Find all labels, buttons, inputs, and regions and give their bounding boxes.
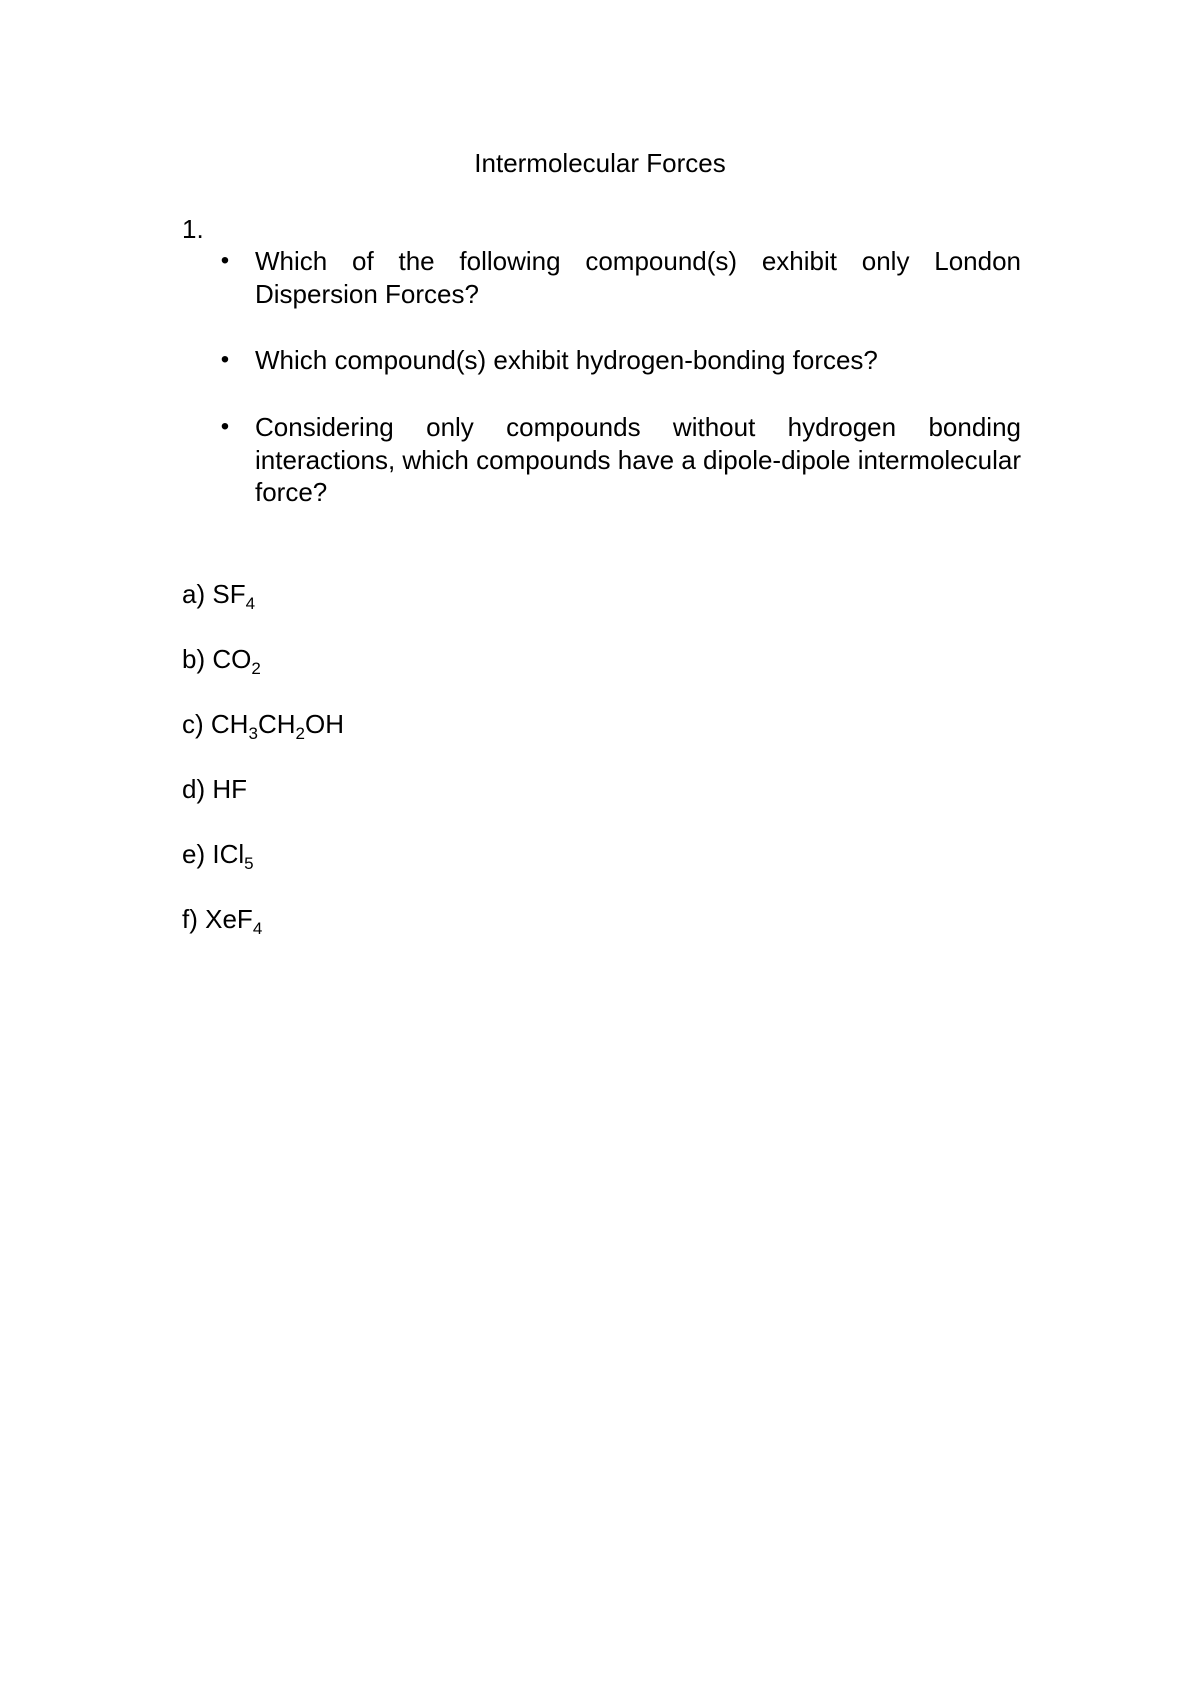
answer-option-b <box>182 642 261 680</box>
option-label: b) <box>182 644 206 674</box>
option-label: a) <box>182 579 206 609</box>
bullet-item <box>220 344 1021 377</box>
option-formula: $SF_4$ <box>212 579 256 613</box>
question-number: 1. <box>182 214 204 244</box>
option-label: e) <box>182 839 206 869</box>
option-formula: HF <box>212 774 248 804</box>
bullet-item <box>220 245 1021 310</box>
answer-option-f <box>182 902 262 940</box>
bullet-text: Considering only compounds without hydrogen bonding interactions, which compounds have a dipole-dipole intermolecular force? <box>255 412 1021 507</box>
answer-option-a <box>182 577 255 615</box>
answer-option-e <box>182 837 254 875</box>
page-title: Intermolecular Forces <box>474 148 726 178</box>
answer-option-d <box>182 772 247 806</box>
option-label: d) <box>182 774 206 804</box>
bullet-icon: • <box>220 247 230 274</box>
option-formula: $CH_3CH_2OH$ <box>210 709 344 743</box>
bullet-text: Which of the following compound(s) exhibit only London Dispersion Forces? <box>255 246 1021 309</box>
option-label: f) <box>182 904 198 934</box>
bullet-text: Which compound(s) exhibit hydrogen-bonding forces? <box>255 345 878 375</box>
option-formula: XeF$_4$ <box>205 904 263 938</box>
option-label: c) <box>182 709 204 739</box>
option-formula: $CO_2$ <box>212 644 261 678</box>
bullet-item <box>220 411 1021 509</box>
bullet-icon: • <box>220 346 230 373</box>
bullet-icon: • <box>220 413 230 440</box>
option-formula: ICl$_5$ <box>212 839 254 873</box>
answer-option-c <box>182 707 344 745</box>
